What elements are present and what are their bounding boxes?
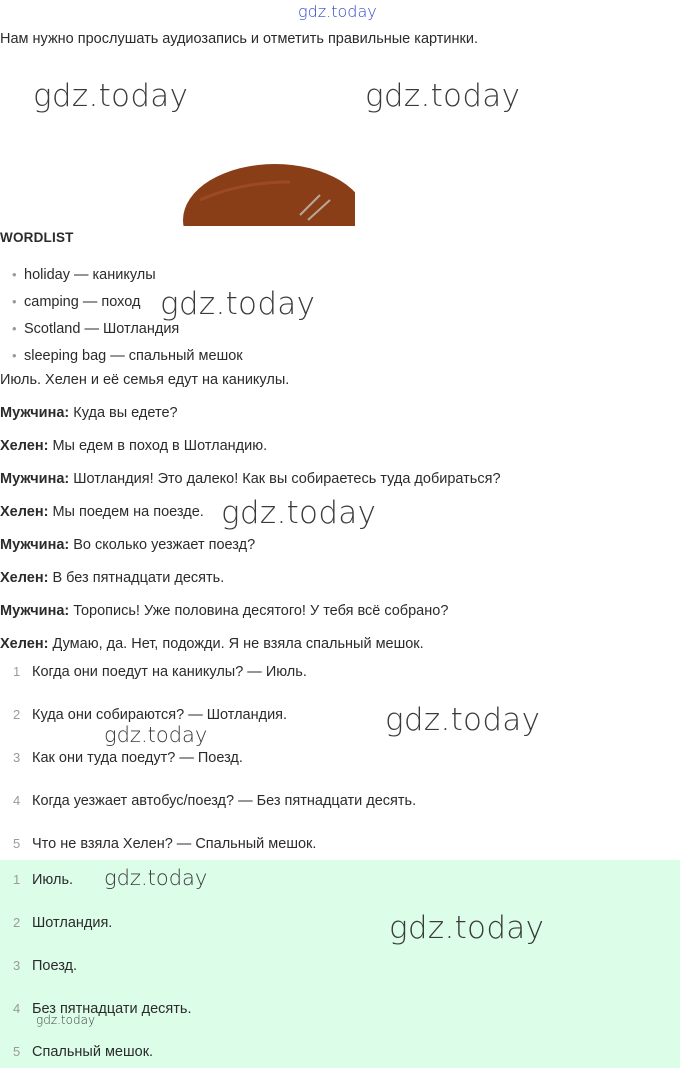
bullet-icon: • — [12, 294, 17, 309]
watermark-top: gdz.today — [298, 2, 377, 21]
watermark: gdz.today — [385, 702, 541, 738]
wordlist-item: • camping — поход — [12, 294, 141, 310]
wordlist-item: • Scotland — Шотландия — [12, 321, 180, 337]
illustration-image — [180, 160, 355, 226]
watermark: gdz.today — [221, 495, 377, 531]
round-brown-shape-icon — [180, 160, 355, 226]
watermark: gdz.today — [33, 78, 189, 114]
answers-panel: 1 Июль. 2 Шотландия. 3 Поезд. 4 Без пятнадцати десять. 5 Спальный мешок. — [0, 860, 680, 1068]
wordlist-item: • sleeping bag — спальный мешок — [12, 348, 243, 364]
watermark: gdz.today — [365, 78, 521, 114]
dialog-line: Хелен: Мы поедем на поезде. — [0, 504, 204, 520]
bullet-icon: • — [12, 321, 17, 336]
watermark: gdz.today — [104, 723, 208, 747]
watermark: gdz.today — [389, 910, 545, 946]
intro-text: Нам нужно прослушать аудиозапись и отметить правильные картинки. — [0, 31, 478, 47]
wordlist-heading: WORDLIST — [0, 230, 74, 245]
bullet-icon: • — [12, 267, 17, 282]
dialog-line: Июль. Хелен и её семья едут на каникулы. — [0, 372, 290, 388]
dialog-line: Мужчина: Шотландия! Это далеко! Как вы собираетесь туда добираться? — [0, 471, 501, 487]
wordlist-item: • holiday — каникулы — [12, 267, 156, 283]
dialog-line: Мужчина: Во сколько уезжает поезд? — [0, 537, 256, 553]
bullet-icon: • — [12, 348, 17, 363]
watermark: gdz.today — [104, 866, 208, 890]
dialog-line: Мужчина: Торопись! Уже половина десятого! У тебя всё собрано? — [0, 603, 449, 619]
dialog-line: Хелен: Думаю, да. Нет, подожди. Я не взяла спальный мешок. — [0, 636, 424, 652]
dialog-line: Мужчина: Куда вы едете? — [0, 405, 178, 421]
watermark: gdz.today — [36, 1013, 96, 1027]
watermark: gdz.today — [160, 286, 316, 322]
dialog-line: Хелен: Мы едем в поход в Шотландию. — [0, 438, 268, 454]
dialog-line: Хелен: В без пятнадцати десять. — [0, 570, 225, 586]
